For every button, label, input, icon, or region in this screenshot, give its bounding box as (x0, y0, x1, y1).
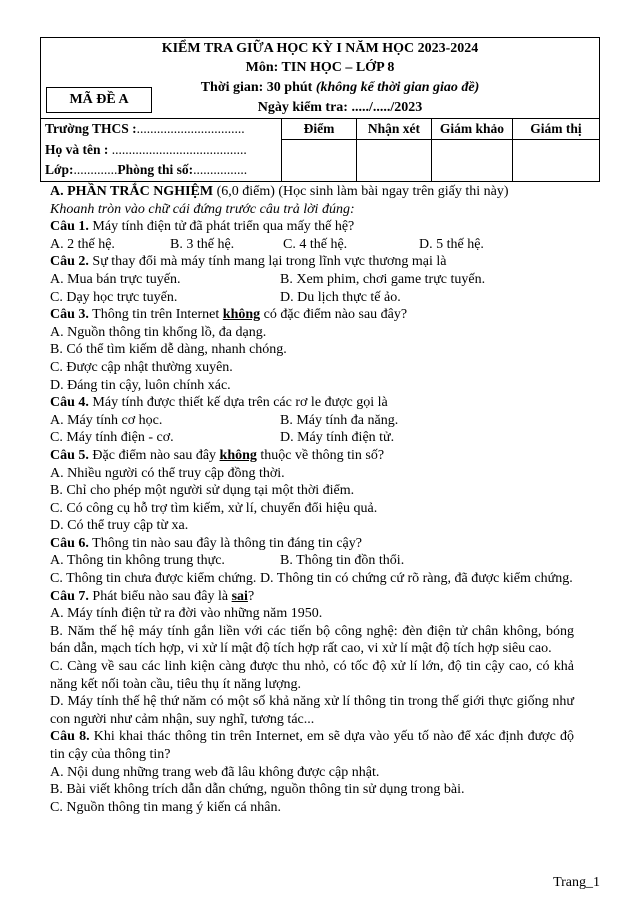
section-a-heading (50, 183, 574, 201)
page-number: Trang_1 (553, 875, 600, 890)
option-c[interactable]: C. Được cập nhật thường xuyên. (50, 359, 233, 375)
exam-title: KIỂM TRA GIỮA HỌC KỲ I NĂM HỌC 2023-2024 (161, 41, 479, 56)
option-d[interactable]: D. Máy tính thế hệ thứ năm có một số khả năng xử lí thông tin trong thế giới thực giống như con người như cảm nhận, suy nghĩ, tương tác... (50, 694, 574, 727)
option-d[interactable]: D. Có thể truy cập từ xa. (50, 518, 189, 534)
question-emphasis: không (222, 307, 261, 323)
question-6-options-row1 (50, 552, 574, 570)
option-c[interactable]: C. Càng về sau các linh kiện càng được thu nhỏ, có tốc độ xử lí lớn, độ tin cậy cao, có khả năng kết nối toàn cầu, tiêu thụ ít năng lượng. (50, 659, 574, 692)
option-c[interactable]: C. 4 thế hệ. (283, 236, 348, 252)
question-text: Khi khai thác thông tin trên Internet, em sẽ dựa vào yếu tố nào để xác định được độ tin cậy của thông tin? (50, 729, 574, 762)
section-a-points: (6,0 điểm) (Học sinh làm bài ngay trên giấy thi này) (213, 184, 509, 199)
class-line (45, 160, 277, 181)
school-label: Trường THCS : (45, 121, 137, 136)
exam-code-badge: MÃ ĐỀ A (46, 87, 152, 113)
score-cell (282, 140, 357, 181)
exam-subject: Môn: TIN HỌC – LỚP 8 (245, 60, 395, 75)
time-label: Thời gian: 30 phút (200, 80, 313, 95)
option-a[interactable]: A. Mua bán trực tuyến. (50, 271, 181, 287)
question-4-options-row2 (50, 429, 574, 447)
question-label: Câu 2. (50, 254, 89, 270)
question-text: Máy tính được thiết kế dựa trên các rơ le được gọi là (88, 395, 388, 411)
question-label: Câu 8. (50, 729, 90, 745)
option-b[interactable]: B. Năm thế hệ máy tính gắn liền với các tiến bộ công nghệ: đèn điện tử chân không, bóng bán dẫn, mạch tích hợp, vi xử lí mật độ tích hợp rất cao, vi xử lí mật độ tích hợp siêu cao. (50, 623, 574, 657)
question-8 (50, 728, 574, 763)
school-line (45, 119, 277, 140)
option-b[interactable]: B. 3 thế hệ. (170, 236, 235, 252)
question-text-end: ? (247, 588, 255, 604)
section-a-title: A. PHẦN TRẮC NGHIỆM (50, 184, 214, 199)
option-d[interactable]: D. Du lịch thực tế ảo. (280, 289, 401, 305)
option-c[interactable]: C. Dạy học trực tuyến. (50, 289, 178, 305)
question-emphasis: sai (231, 588, 248, 604)
question-3 (50, 306, 574, 324)
school-blank: ................................ (136, 121, 245, 136)
option-c[interactable]: C. Có công cụ hỗ trợ tìm kiếm, xử lí, chuyển đổi hiệu quả. (50, 500, 378, 516)
option-a[interactable]: A. 2 thế hệ. (50, 236, 115, 252)
score-header: Điểm (282, 119, 357, 140)
option-d[interactable]: D. Thông tin có chứng cứ rõ ràng, đã được kiểm chứng. (259, 571, 573, 587)
option-b[interactable]: B. Bài viết không trích dẫn dẫn chứng, nguồn thông tin sử dụng trong bài. (50, 782, 465, 798)
option-a[interactable]: A. Nguồn thông tin khổng lồ, đa dạng. (50, 324, 267, 340)
student-info-table (40, 118, 600, 182)
class-blank: ............. (73, 162, 118, 177)
room-blank: ................ (193, 162, 248, 177)
option-b[interactable]: B. Thông tin đồn thổi. (280, 553, 405, 569)
question-text: Máy tính điện tử đã phát triển qua mấy thế hệ? (88, 219, 355, 235)
question-2-options-row2 (50, 289, 574, 307)
option-d[interactable]: D. 5 thế hệ. (419, 236, 484, 252)
question-2 (50, 253, 574, 271)
question-text: Phát biểu nào sau đây là (88, 588, 232, 604)
question-4-options-row1 (50, 412, 574, 430)
question-2-options-row1 (50, 271, 574, 289)
option-b[interactable]: B. Chỉ cho phép một người sử dụng tại một thời điểm. (50, 483, 355, 499)
question-label: Câu 6. (50, 535, 89, 551)
option-b[interactable]: B. Xem phim, chơi game trực tuyến. (280, 271, 486, 287)
time-note: (không kể thời gian giao đề) (315, 80, 480, 95)
option-d[interactable]: D. Đáng tin cậy, luôn chính xác. (50, 377, 231, 393)
exam-content (50, 183, 574, 816)
student-info-cell (41, 119, 282, 182)
question-4 (50, 394, 574, 412)
section-a-instruction: Khoanh tròn vào chữ cái đứng trước câu trả lời đúng: (50, 201, 355, 217)
option-a[interactable]: A. Nhiều người có thể truy cập đồng thời. (50, 465, 285, 481)
question-text: Thông tin nào sau đây là thông tin đáng tin cậy? (88, 535, 362, 551)
examiner-header: Giám khảo (432, 119, 513, 140)
option-b[interactable]: B. Máy tính đa năng. (280, 412, 399, 428)
name-line (45, 140, 277, 161)
question-1-options (50, 236, 574, 254)
question-label: Câu 7. (50, 588, 89, 604)
question-1 (50, 218, 574, 236)
question-emphasis: không (219, 447, 257, 463)
question-text: Đặc điểm nào sau đây (88, 447, 220, 463)
question-text: Thông tin trên Internet (88, 307, 223, 323)
option-c[interactable]: C. Máy tính điện - cơ. (50, 430, 174, 446)
option-b[interactable]: B. Có thể tìm kiếm dễ dàng, nhanh chóng. (50, 342, 287, 358)
room-label: Phòng thi số: (117, 162, 194, 177)
comment-cell (357, 140, 432, 181)
option-a[interactable]: A. Máy tính điện tử ra đời vào những năm 1950. (50, 606, 323, 622)
proctor-header: Giám thị (513, 119, 600, 140)
class-label: Lớp: (45, 162, 74, 177)
option-a[interactable]: A. Máy tính cơ học. (50, 412, 163, 428)
question-label: Câu 4. (50, 395, 89, 411)
option-c[interactable]: C. Thông tin chưa được kiểm chứng. (50, 571, 257, 587)
question-text-end: thuộc về thông tin số? (256, 447, 385, 463)
examiner-cell (432, 140, 513, 181)
question-label: Câu 1. (50, 219, 89, 235)
option-c[interactable]: C. Nguồn thông tin mang ý kiến cá nhân. (50, 799, 281, 815)
comment-header: Nhận xét (357, 119, 432, 140)
question-label: Câu 3. (50, 307, 89, 323)
name-label: Họ và tên : (45, 141, 109, 157)
question-text-end: có đặc điểm nào sau đây? (260, 307, 408, 323)
name-blank: ........................................ (108, 141, 247, 157)
question-text: Sự thay đổi mà máy tính mang lại trong lĩnh vực thương mại là (88, 254, 447, 270)
option-a[interactable]: A. Nội dung những trang web đã lâu không được cập nhật. (50, 764, 380, 780)
question-7 (50, 588, 574, 606)
question-6 (50, 535, 574, 553)
proctor-cell (513, 140, 600, 181)
exam-date: Ngày kiểm tra: ...../...../2023 (257, 100, 423, 115)
option-a[interactable]: A. Thông tin không trung thực. (50, 553, 225, 569)
question-label: Câu 5. (50, 447, 89, 463)
question-5 (50, 447, 574, 465)
option-d[interactable]: D. Máy tính điện tử. (280, 430, 395, 446)
question-6-options-row2 (50, 570, 574, 588)
